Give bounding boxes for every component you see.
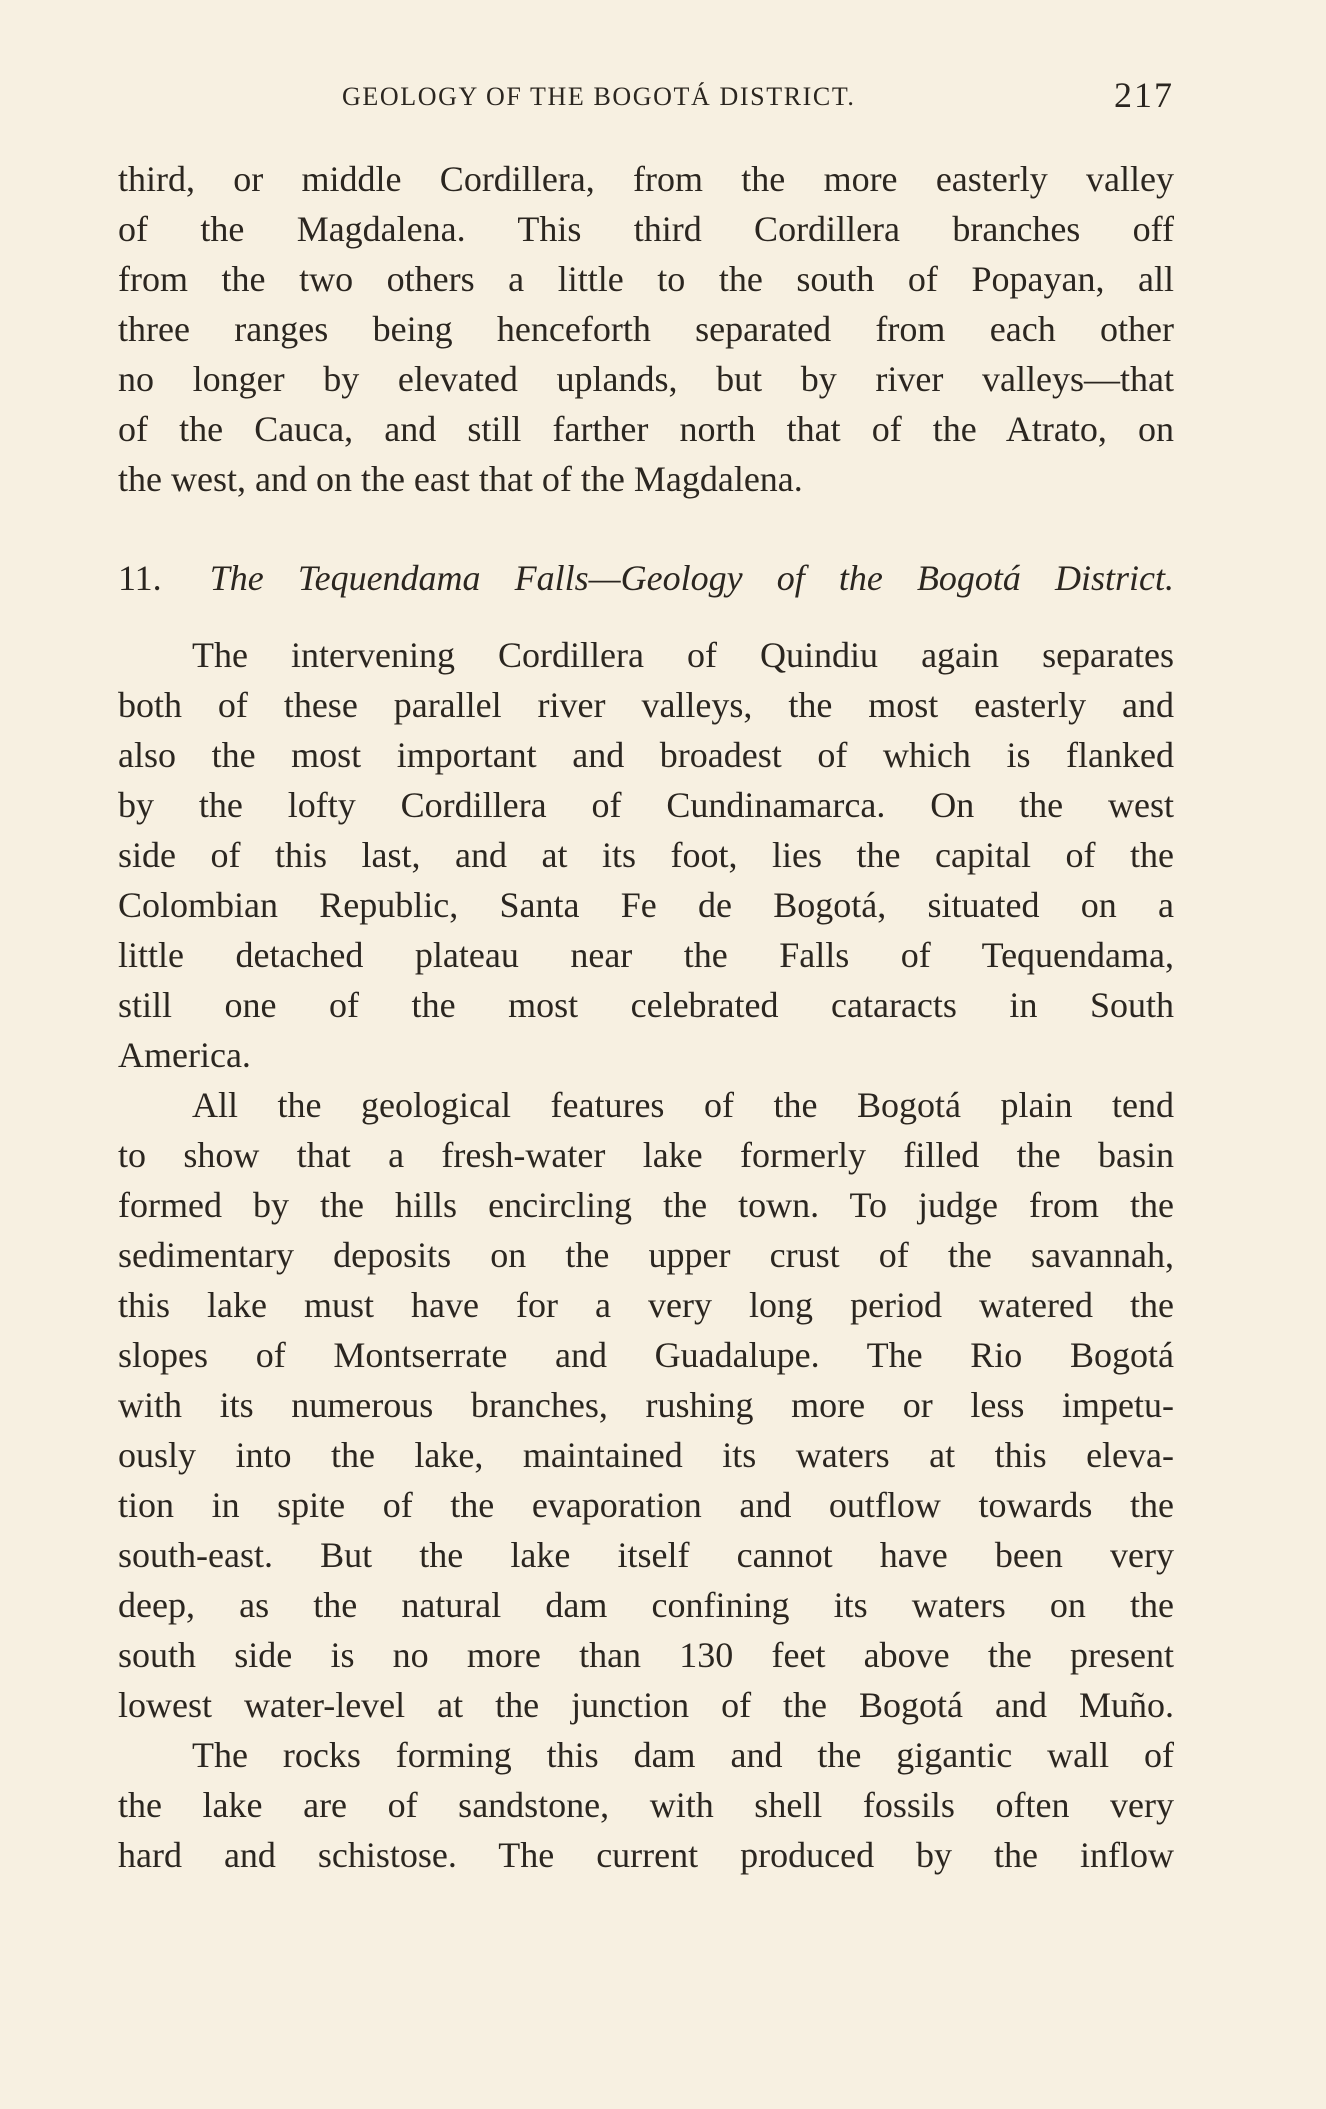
text-line: by the lofty Cordillera of Cundinamarca. On the west <box>118 785 1174 825</box>
text-line: The rocks forming this dam and the gigantic wall of <box>192 1735 1174 1775</box>
section-title: The Tequendama Falls—Geology of the Bogotá District. <box>209 558 1175 598</box>
text-line: south-east. But the lake itself cannot have been very <box>118 1535 1174 1575</box>
paragraph-3 <box>118 1080 1174 1730</box>
body-text <box>118 154 1174 1880</box>
text-line: no longer by elevated uplands, but by river valleys—that <box>118 359 1174 399</box>
section-number: 11. <box>118 558 162 598</box>
text-line: both of these parallel river valleys, the most easterly and <box>118 685 1174 725</box>
text-line: All the geological features of the Bogotá plain tend <box>192 1085 1174 1125</box>
text-line: from the two others a little to the south of Popayan, all <box>118 259 1174 299</box>
text-line: America. <box>118 1035 251 1075</box>
text-line: of the Cauca, and still farther north that of the Atrato, on <box>118 409 1174 449</box>
section-heading <box>118 553 1174 603</box>
text-line: side of this last, and at its foot, lies the capital of the <box>118 835 1174 875</box>
text-line: The intervening Cordillera of Quindiu again separates <box>192 635 1174 675</box>
text-line: little detached plateau near the Falls of Tequendama, <box>118 935 1174 975</box>
text-line: ously into the lake, maintained its waters at this eleva- <box>118 1435 1174 1475</box>
paragraph-2 <box>118 630 1174 1080</box>
text-line: sedimentary deposits on the upper crust of the savannah, <box>118 1235 1174 1275</box>
text-line: with its numerous branches, rushing more or less impetu- <box>118 1385 1174 1425</box>
text-line: the lake are of sandstone, with shell fossils often very <box>118 1785 1174 1825</box>
text-line: of the Magdalena. This third Cordillera branches off <box>118 209 1174 249</box>
paragraph-1 <box>118 154 1174 504</box>
text-line: also the most important and broadest of which is flanked <box>118 735 1174 775</box>
text-line: slopes of Montserrate and Guadalupe. The Rio Bogotá <box>118 1335 1174 1375</box>
paragraph-4 <box>118 1730 1174 1880</box>
text-line: south side is no more than 130 feet above the present <box>118 1635 1174 1675</box>
text-line: still one of the most celebrated cataracts in South <box>118 985 1174 1025</box>
text-line: Colombian Republic, Santa Fe de Bogotá, situated on a <box>118 885 1174 925</box>
text-line: to show that a fresh-water lake formerly filled the basin <box>118 1135 1174 1175</box>
text-line: third, or middle Cordillera, from the more easterly valley <box>118 159 1174 199</box>
running-title: GEOLOGY OF THE BOGOTÁ DISTRICT. <box>342 82 856 111</box>
page-number: 217 <box>1114 75 1174 115</box>
text-line: lowest water-level at the junction of the Bogotá and Muño. <box>118 1685 1174 1725</box>
text-line: deep, as the natural dam confining its waters on the <box>118 1585 1174 1625</box>
text-line: tion in spite of the evaporation and outflow towards the <box>118 1485 1174 1525</box>
text-line: three ranges being henceforth separated from each other <box>118 309 1174 349</box>
text-line: formed by the hills encircling the town. To judge from the <box>118 1185 1174 1225</box>
text-line: the west, and on the east that of the Magdalena. <box>118 459 803 499</box>
text-line: this lake must have for a very long period watered the <box>118 1285 1174 1325</box>
page-header <box>118 74 1174 118</box>
text-line: hard and schistose. The current produced by the inflow <box>118 1835 1174 1875</box>
